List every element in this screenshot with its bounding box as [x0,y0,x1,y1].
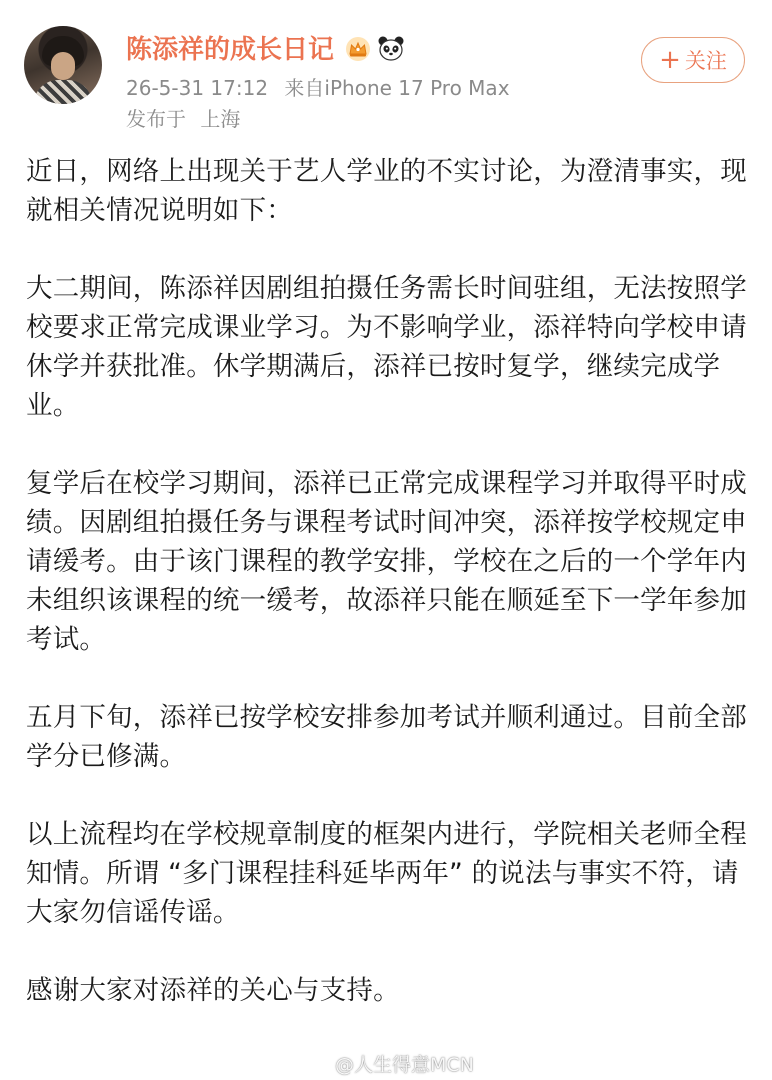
username-link[interactable]: 陈添祥的成长日记 [126,35,335,65]
post-meta [126,74,510,102]
post-timestamp: 26-5-31 17:12 [126,76,269,100]
location-prefix: 发布于 [126,107,186,131]
follow-label: 关注 [684,49,727,73]
avatar-face [51,52,75,80]
avatar-shirt [34,80,92,104]
post-body [26,152,748,1010]
watermark-text: @人生得意MCN [335,1053,474,1076]
post-source: 来自iPhone 17 Pro Max [284,76,510,100]
post-paragraph: 以上流程均在学校规章制度的框架内进行，学院相关老师全程知情。所谓 “多门课程挂科延毕两年” 的说法与事实不符，请大家勿信谣传谣。 [26,819,747,928]
post-paragraph: 大二期间，陈添祥因剧组拍摄任务需长时间驻组，无法按照学校要求正常完成课业学习。为不影响学业，添祥特向学校申请休学并获批准。休学期满后，添祥已按时复学，继续完成学业。 [26,273,747,421]
watermark [305,1050,474,1076]
post-header [0,0,772,140]
user-badges [345,34,405,64]
plus-icon: + [659,45,681,75]
post-location [126,105,240,133]
avatar[interactable] [24,26,102,104]
follow-button[interactable] [641,37,745,83]
post-paragraph: 感谢大家对添祥的关心与支持。 [26,975,400,1006]
weibo-logo-icon [305,1052,331,1074]
post-paragraph: 五月下旬，添祥已按学校安排参加考试并顺利通过。目前全部学分已修满。 [26,702,747,772]
post-paragraph: 复学后在校学习期间，添祥已正常完成课程学习并取得平时成绩。因剧组拍摄任务与课程考试时间冲突，添祥按学校规定申请缓考。由于该门课程的教学安排，学校在之后的一个学年内未组织该课程的统一缓考，故添祥只能在顺延至下一学年参加考试。 [26,468,747,655]
location-value: 上海 [200,107,241,131]
crown-icon[interactable] [345,36,371,62]
panda-icon[interactable] [377,35,405,63]
post-paragraph: 近日，网络上出现关于艺人学业的不实讨论，为澄清事实，现就相关情况说明如下： [26,156,747,226]
